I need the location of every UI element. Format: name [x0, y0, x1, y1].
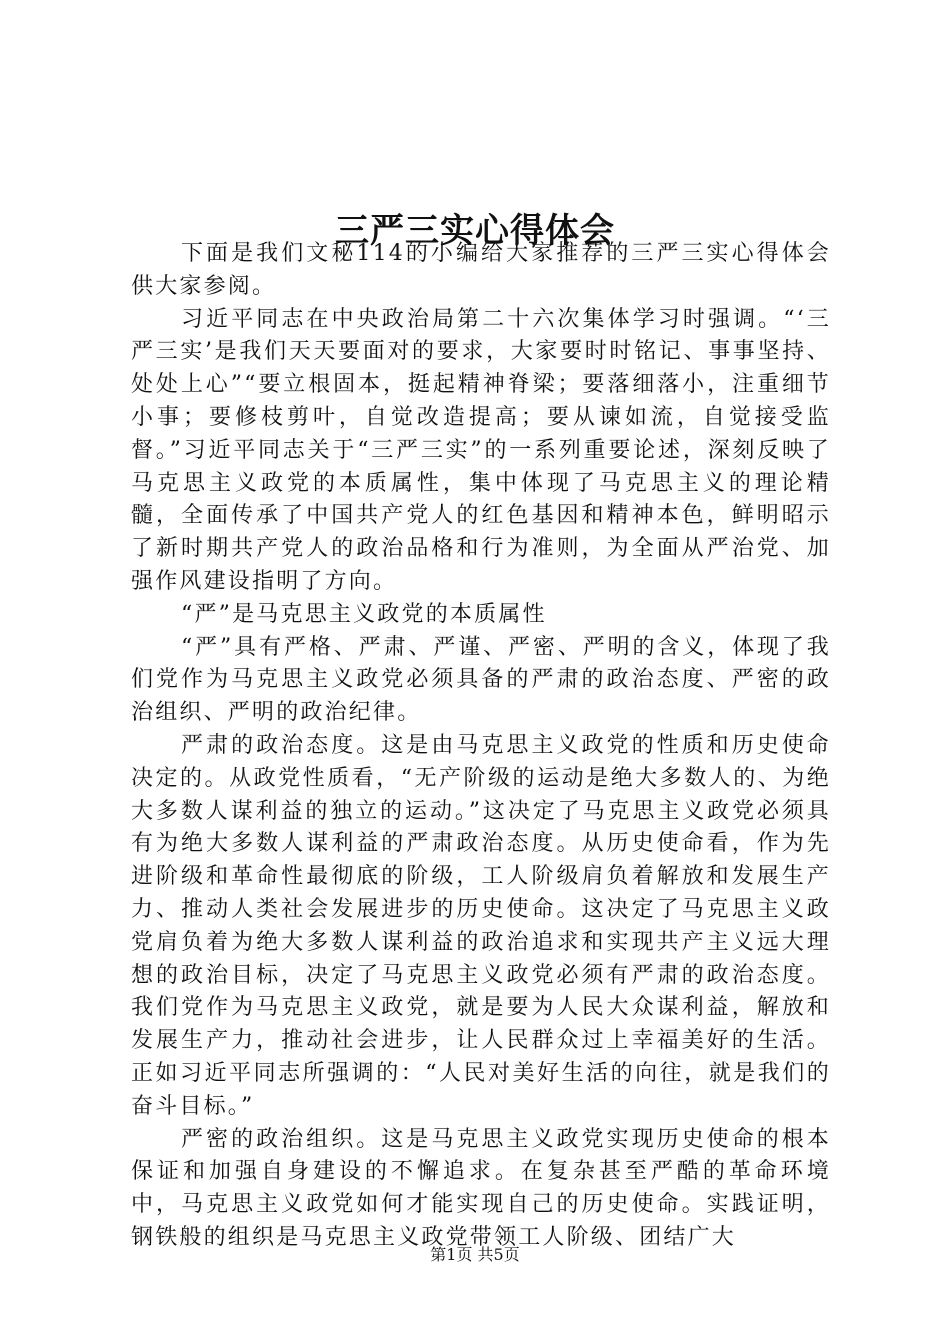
document-title: 三严三实心得体会 [335, 210, 615, 251]
paragraph-quote: 习近平同志在中央政治局第二十六次集体学习时强调。“‘三严三实’是我们天天要面对的要求，大家要时时铭记、事事坚持、处处上心”“要立根固本，挺起精神脊梁；要落细落小，注重细节小事；要修枝剪叶，自觉改造提高；要从谏如流，自觉接受监督。”习近平同志关于“三严三实”的一系列重要论述，深刻反映了马克思主义政党的本质属性，集中体现了马克思主义的理论精髓，全面传承了中国共产党人的红色基因和精神本色，鲜明昭示了新时期共产党人的政治品格和行为准则，为全面从严治党、加强作风建设指明了方向。 [131, 306, 831, 594]
paragraph-meaning: “严”具有严格、严肃、严谨、严密、严明的含义，体现了我们党作为马克思主义政党必须具备的严肃的政治态度、严密的政治组织、严明的政治纪律。 [131, 634, 831, 726]
paragraph-political-attitude: 严肃的政治态度。这是由马克思主义政党的性质和历史使命决定的。从政党性质看，“无产阶级的运动是绝大多数人的、为绝大多数人谋利益的独立的运动。”这决定了马克思主义政党必须具有为绝大多数人谋利益的严肃政治态度。从历史使命看，作为先进阶级和革命性最彻底的阶级，工人阶级肩负着解放和发展生产力、推动人类社会发展进步的历史使命。这决定了马克思主义政党肩负着为绝大多数人谋利益的政治追求和实现共产主义远大理想的政治目标，决定了马克思主义政党必须有严肃的政治态度。我们党作为马克思主义政党，就是要为人民大众谋利益，解放和发展生产力，推动社会进步，让人民群众过上幸福美好的生活。正如习近平同志所强调的：“人民对美好生活的向往，就是我们的奋斗目标。” [131, 732, 831, 1119]
document-body [131, 238, 831, 1255]
paragraph-intro: 下面是我们文秘114的小编给大家推荐的三严三实心得体会供大家参阅。 [131, 241, 831, 299]
paragraph-political-organization: 严密的政治组织。这是马克思主义政党实现历史使命的根本保证和加强自身建设的不懈追求。在复杂甚至严酷的革命环境中，马克思主义政党如何才能实现自己的历史使命。实践证明，钢铁般的组织是马克思主义政党带领工人阶级、团结广大 [131, 1126, 831, 1250]
page-footer: 第1页 共5页 [430, 1245, 520, 1264]
section-heading: “严”是马克思主义政党的本质属性 [181, 601, 547, 627]
